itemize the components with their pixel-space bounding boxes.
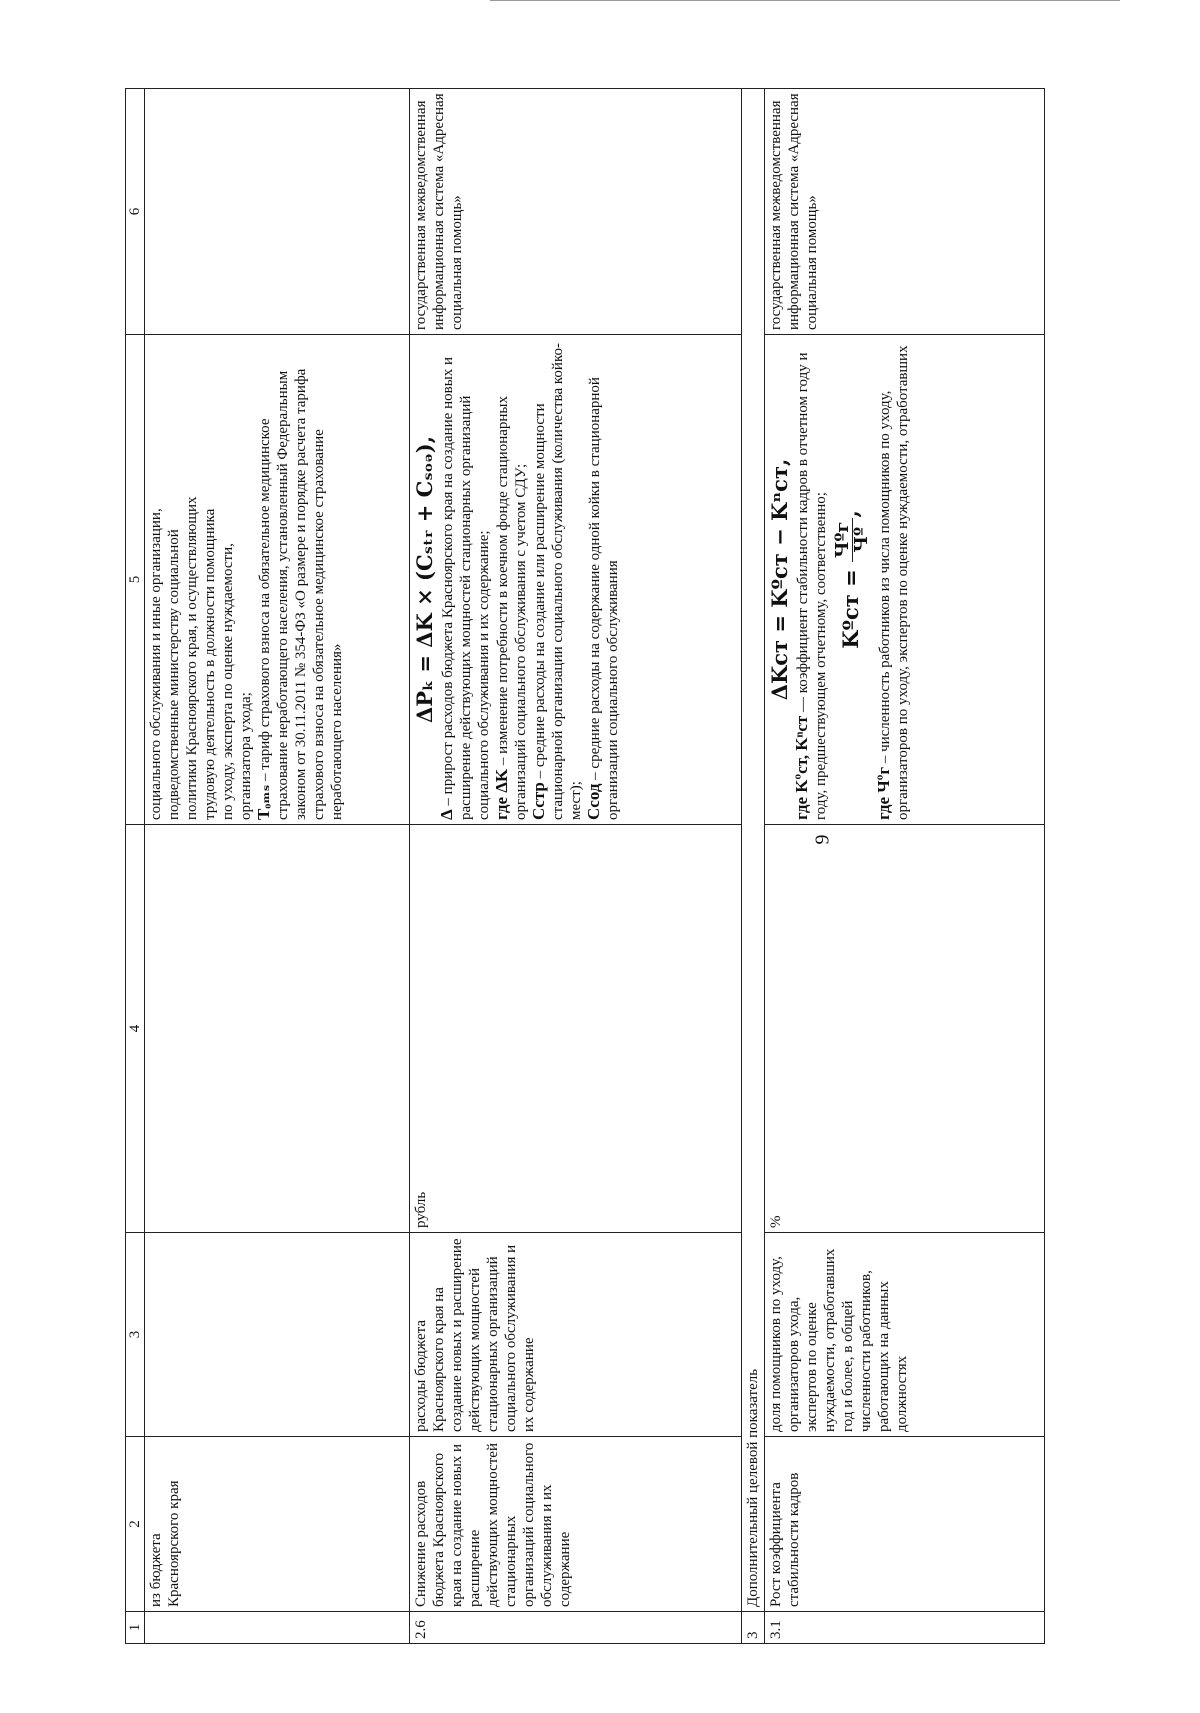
cell-method [145,335,410,825]
method-line: политики Красноярского края, и осуществляющих [184,496,200,820]
table-row-2-6 [410,89,742,1644]
cell-name: Рост коэффициента стабильности кадров [765,1437,1045,1612]
page-number: 9 [811,834,834,845]
col-header-6: 6 [126,89,145,335]
toms-symbol: Тₒₘₛ [254,784,273,820]
formula-delta-kst: ΔKст = Kºст − Kⁿст, [767,458,792,701]
cell-unit [145,825,410,1233]
cell-definition: расходы бюджета Красноярского края на создание новых и расширение действующих мощностей стационарных организаций социального обслуживания и их содержание [410,1233,742,1437]
method-line: организатора ухода; [238,692,254,820]
cell-num: 3.1 [765,1612,1045,1644]
col-header-4: 4 [126,825,145,1233]
cell-name: Снижение расходов бюджета Красноярского края на создание новых и расширение действующих мощностей стационарных организаций социального обслуживания и их содержание [410,1437,742,1612]
col-header-1: 1 [126,1612,145,1644]
col-header-3: 3 [126,1233,145,1437]
formula-kst: Kºст = Чºг Чº , [832,510,872,649]
desc-c-sod: Cсод – средние расходы на содержание одной койки в стационарной организации социального обслуживания [584,377,621,820]
cell-num: 3 [742,1612,765,1644]
method-toms [255,339,346,820]
desc-delta-k: где ΔK – изменение потребности в коечном фонде стационарных организаций социального обслуживания с учетом СДУ; [492,396,529,820]
desc-kst: где Kºст, Kⁿст — коэффициент стабильности кадров в отчетном году и году, предшествующем отчетному, соответственно; [792,352,829,820]
toms-text: – тариф страхового взноса на обязательное медицинское страхование неработающего населения, установленный Федеральным законом от 30.11.2011 № 354-ФЗ «О размере и порядке расчета тарифа страхового взноса на обязательное медицинское страхование неработающего населения» [257,368,345,820]
cell-unit: рубль [410,825,742,1233]
table-row-continued [145,89,410,1644]
cell-definition [145,1233,410,1437]
desc-c-str: Cстр – средние расходы на создание или расширение мощности стационарной организации социального обслуживания (количества койко-мест); [529,343,584,820]
desc-chg: где Чºг – численность работников из числа помощников по уходу, организаторов по уходу, экспертов по оценке нуждаемости, отработавших [874,345,911,820]
col-header-5: 5 [126,335,145,825]
cell-unit: % [765,825,1045,1233]
col-header-2: 2 [126,1437,145,1612]
top-rule [490,0,1120,1]
table-row-3-1 [765,89,1045,1644]
cell-section-label: Дополнительный целевой показатель [742,89,765,1612]
table-row-3 [742,89,765,1644]
cell-method [765,335,1045,825]
cell-method [410,335,742,825]
cell-num: 2.6 [410,1612,742,1644]
cell-num [145,1612,410,1644]
cell-definition: доля помощников по уходу, организаторов ухода, экспертов по оценке нуждаемости, отработавших год и более, в общей численности работников, работающих на данных должностях [765,1233,1045,1437]
header-row [126,89,145,1644]
cell-source: государственная межведомственная информационная система «Адресная социальная помощь» [765,89,1045,335]
method-line: подведомственные министерству социальной [166,529,182,820]
method-line: социального обслуживания и иные организации, [148,508,164,820]
cell-name: из бюджета Красноярского края [145,1437,410,1612]
cell-source: государственная межведомственная информационная система «Адресная социальная помощь» [410,89,742,335]
rotated-table-container [125,89,1070,1644]
desc-delta: Δ – прирост расходов бюджета Красноярского края на создание новых и расширение действующих мощностей стационарных организаций социального обслуживания и их содержание; [437,356,492,820]
method-line: по уходу, эксперта по оценке нуждаемости, [220,543,236,820]
indicator-table [125,88,1045,1644]
fraction: Чºг Чº [834,518,871,562]
method-line: трудовую деятельность в должности помощника [202,508,218,820]
formula-delta-pk: ΔPₖ = ΔK × (Cₛₜᵣ + Cₛₒₔ), [412,435,437,724]
cell-source [145,89,410,335]
